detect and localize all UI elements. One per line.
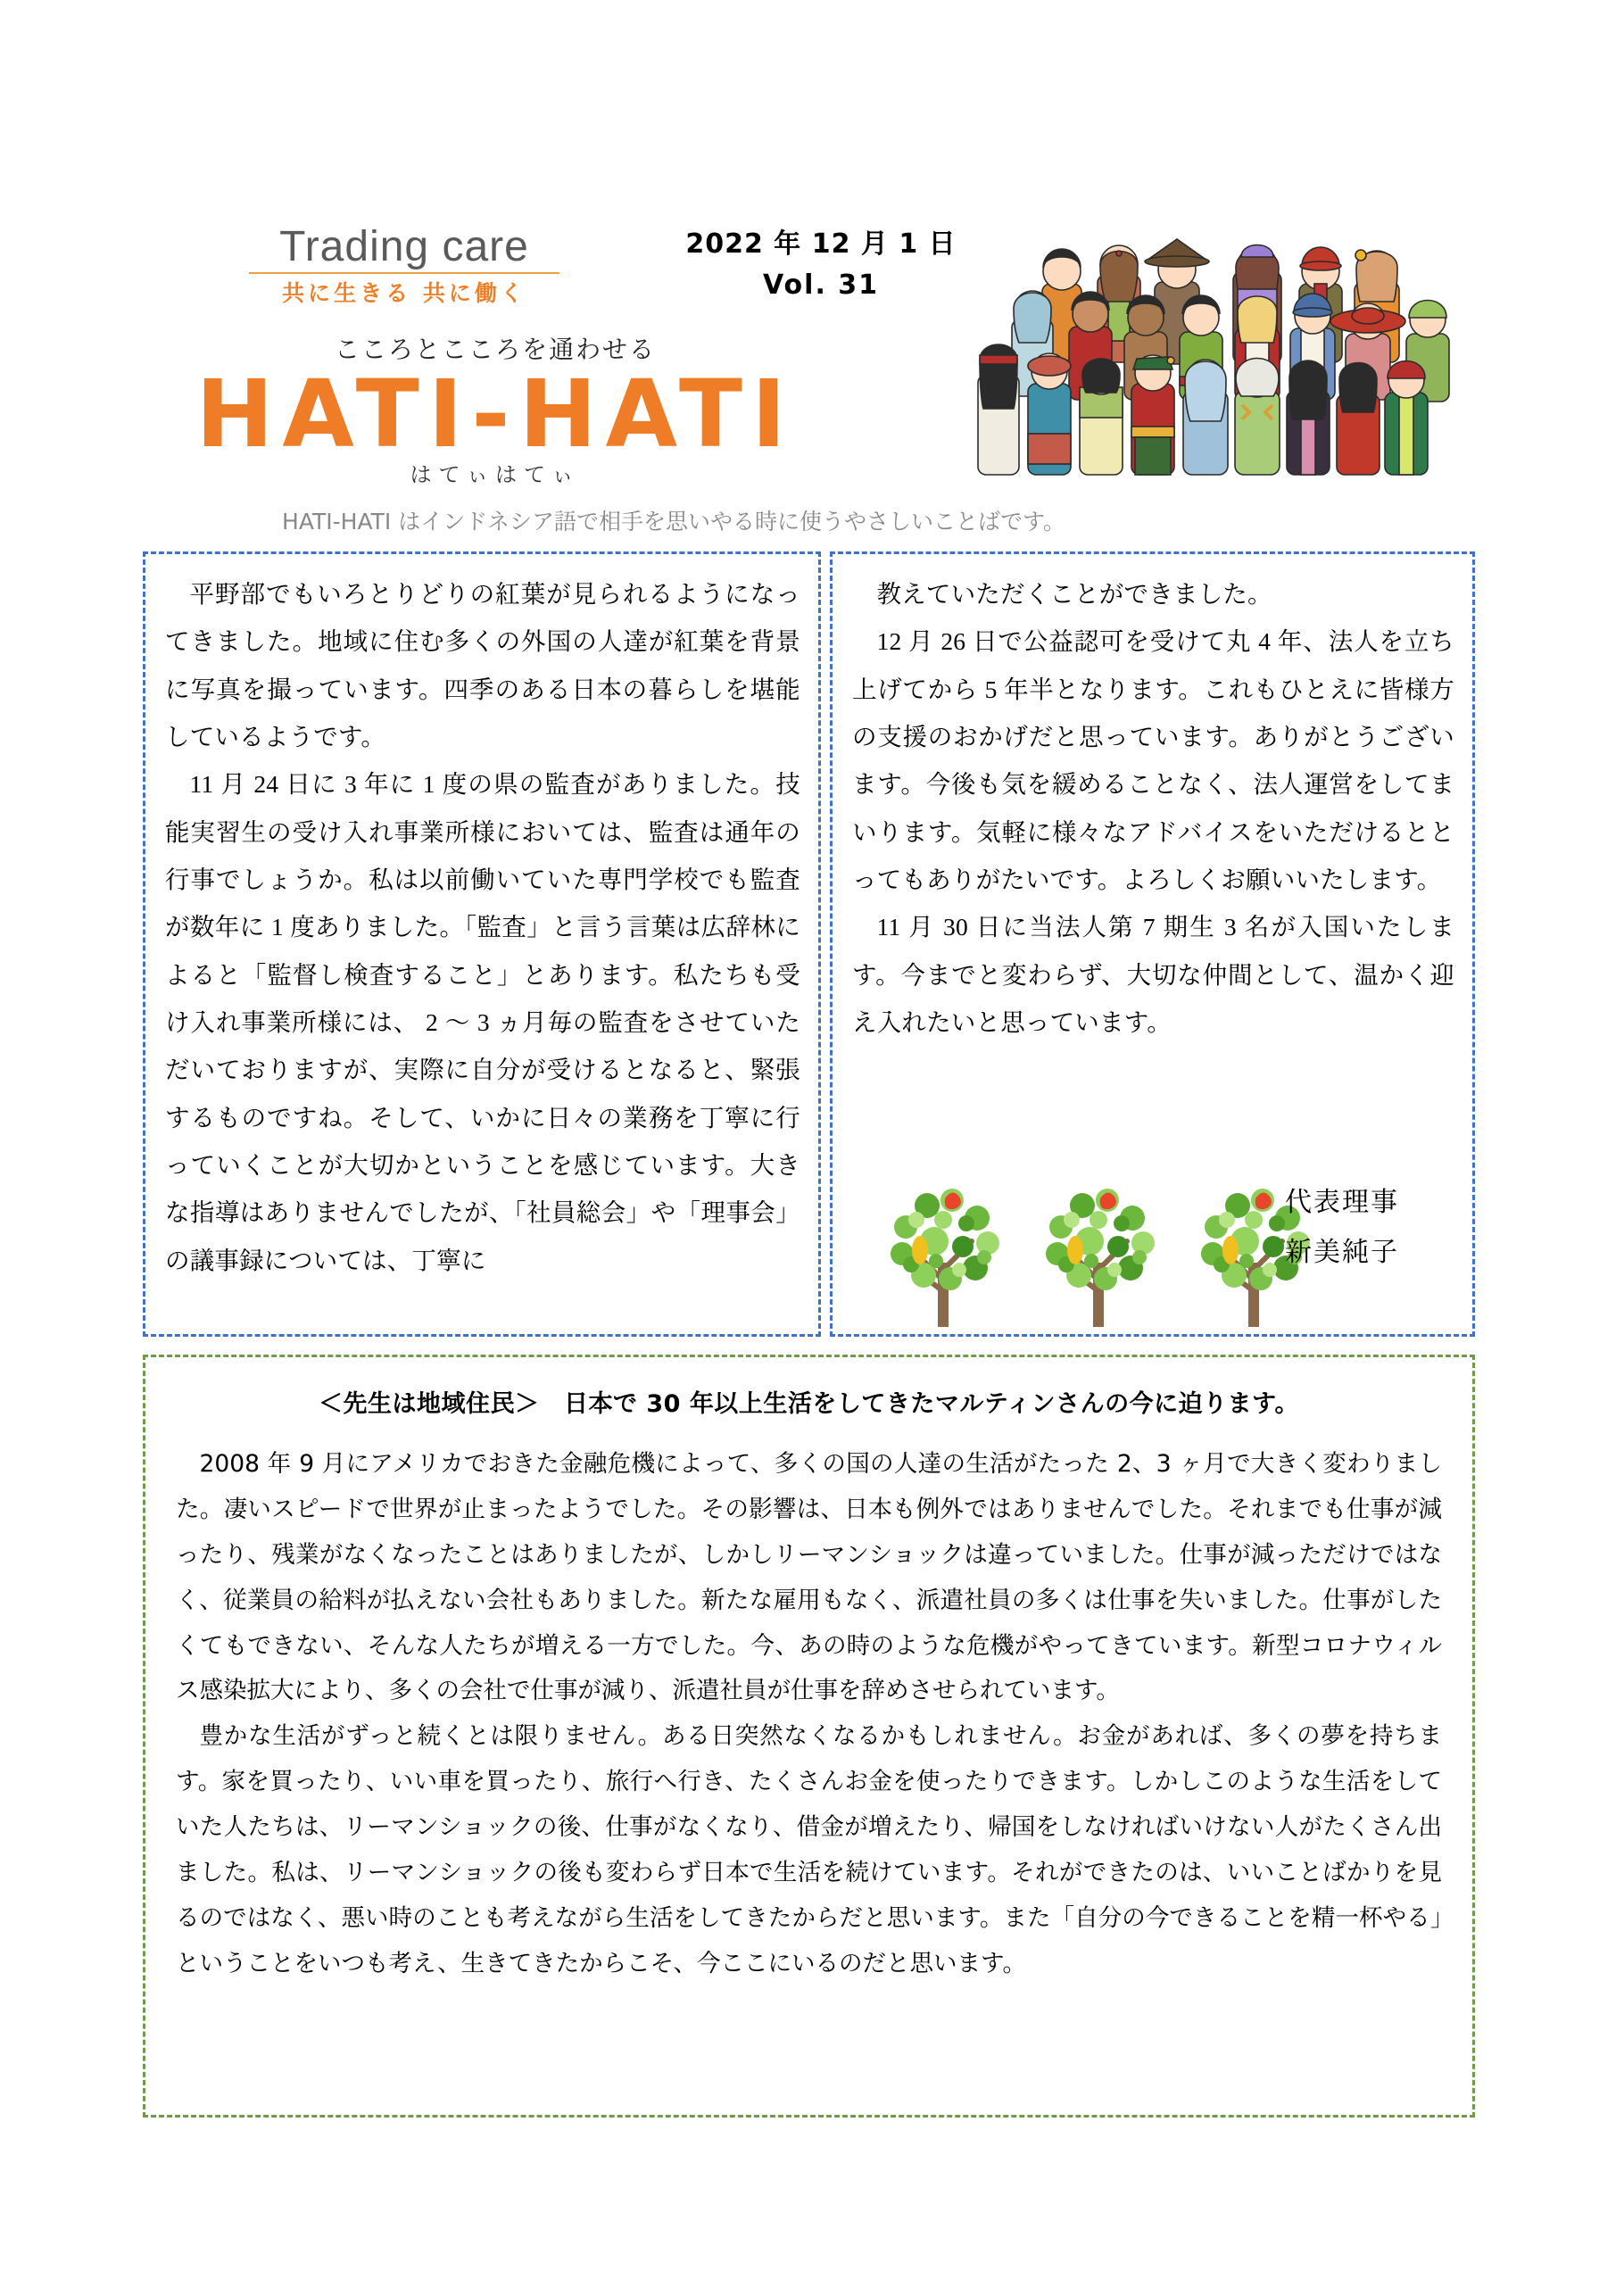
issue-volume: Vol. 31: [762, 269, 880, 301]
tree-icon: [870, 1165, 1018, 1330]
left-article-column: [143, 551, 821, 1337]
section-heading: ＜先生は地域住民＞ 日本で 30 年以上生活をしてきたマルティンさんの今に迫ります。: [318, 1390, 1300, 1418]
page-tagline: HATI-HATI はインドネシア語で相手を思いやる時に使うやさしいことばです。: [282, 509, 1065, 535]
title-supertext: こころとこころを通わせる: [334, 335, 656, 364]
logo-tagline-text: 共に生きる 共に働く: [282, 280, 526, 306]
signature-block: [1285, 1178, 1454, 1277]
organization-logo: [230, 223, 578, 308]
signature-title: 代表理事: [1285, 1188, 1399, 1217]
page-title-ruby: はてぃはてぃ: [410, 462, 581, 487]
issue-info: [678, 221, 964, 301]
right-column-content: [833, 554, 1472, 1046]
page-header: [0, 0, 1624, 553]
paragraph: 2008 年 9 月にアメリカでおきた金融危機によって、多くの国の人達の生活がたった 2、3 ヶ月で大きく変わりました。凄いスピードで世界が止まったようでした。その影響は、日本も例外ではありませんでした。それまでも仕事が減ったり、残業がなくなったことはありましたが、しかしリーマンショックは違っていました。仕事が減っただけではなく、従業員の給料が払えない会社もありました。新たな雇用もなく、派遣社員の多くは仕事を失いました。仕事がしたくてもできない、そんな人たちが増える一方でした。今、あの時のような危機がやってきています。新型コロナウィルス感染拡大により、多くの会社で仕事が減り、派遣社員が仕事を辞めさせられています。: [176, 1450, 1442, 1705]
paragraph: 豊かな生活がずっと続くとは限りません。ある日突然なくなるかもしれません。お金があれば、多くの夢を持ちます。家を買ったり、いい車を買ったり、旅行へ行き、たくさんお金を使ったりできます。しかしこのような生活をしていた人たちは、リーマンショックの後、仕事がなくなり、借金が増えたり、帰国をしなければいけない人がたくさん出ました。私は、リーマンショックの後も変わらず日本で生活を続けています。それができたのは、いいことばかりを見るのではなく、悪い時のことも考えながら生活をしてきたからだと思います。また「自分の今できることを精一杯やる」ということをいつも考え、生きてきたからこそ、今ここにいるのだと思います。: [176, 1722, 1442, 1977]
logo-main-text: Trading care: [279, 223, 529, 270]
left-column-content: [145, 554, 818, 1284]
paragraph: 11 月 30 日に当法人第 7 期生 3 名が入国いたします。今までと変わらず、大切な仲間として、温かく迎え入れたいと思っています。: [852, 913, 1454, 1037]
signature-name: 新美純子: [1285, 1237, 1399, 1267]
paragraph: 平野部でもいろとりどりの紅葉が見られるようになってきました。地域に住む多くの外国の人達が紅葉を背景に写真を撮っています。四季のある日本の暮らしを堪能しているようです。: [165, 580, 800, 751]
bottom-feature-section: [143, 1355, 1475, 2118]
page-title: HATI-HATI: [195, 360, 795, 468]
paragraph: 11 月 24 日に 3 年に 1 度の県の監査がありました。技能実習生の受け入れ事業所様においては、監査は通年の行事でしょうか。私は以前働いていた専門学校でも監査が数年に 1 度ありました。「監査」と言う言葉は広辞林によると「監督し検査すること」とあります。私たちも受け入れ事業所様には、 2 ～ 3 ヵ月毎の監査をさせていただいておりますが、実際に自分が受けるとなると、緊張するものですね。そして、いかに日々の業務を丁寧に行っていくことが大切かということを感じています。大きな指導はありませんでしたが、「社員総会」や「理事会」の議事録については、丁寧に: [165, 770, 800, 1274]
issue-date: 2022 年 12 月 1 日: [685, 228, 957, 260]
tree-icon: [1025, 1165, 1173, 1330]
logo-divider-rule: [249, 272, 559, 274]
paragraph: 教えていただくことができました。: [876, 580, 1272, 608]
three-trees-illustration: [870, 1165, 1334, 1330]
paragraph: 12 月 26 日で公益認可を受けて丸 4 年、法人を立ち上げてから 5 年半となります。これもひとえに皆様方の支援のおかげだと思っています。ありがとうございます。今後も気を緩めることなく、法人運営をしてまいります。気軽に様々なアドバイスをいただけるととってもありがたいです。よろしくお願いいたします。: [852, 627, 1454, 894]
diverse-people-illustration: [965, 212, 1465, 516]
